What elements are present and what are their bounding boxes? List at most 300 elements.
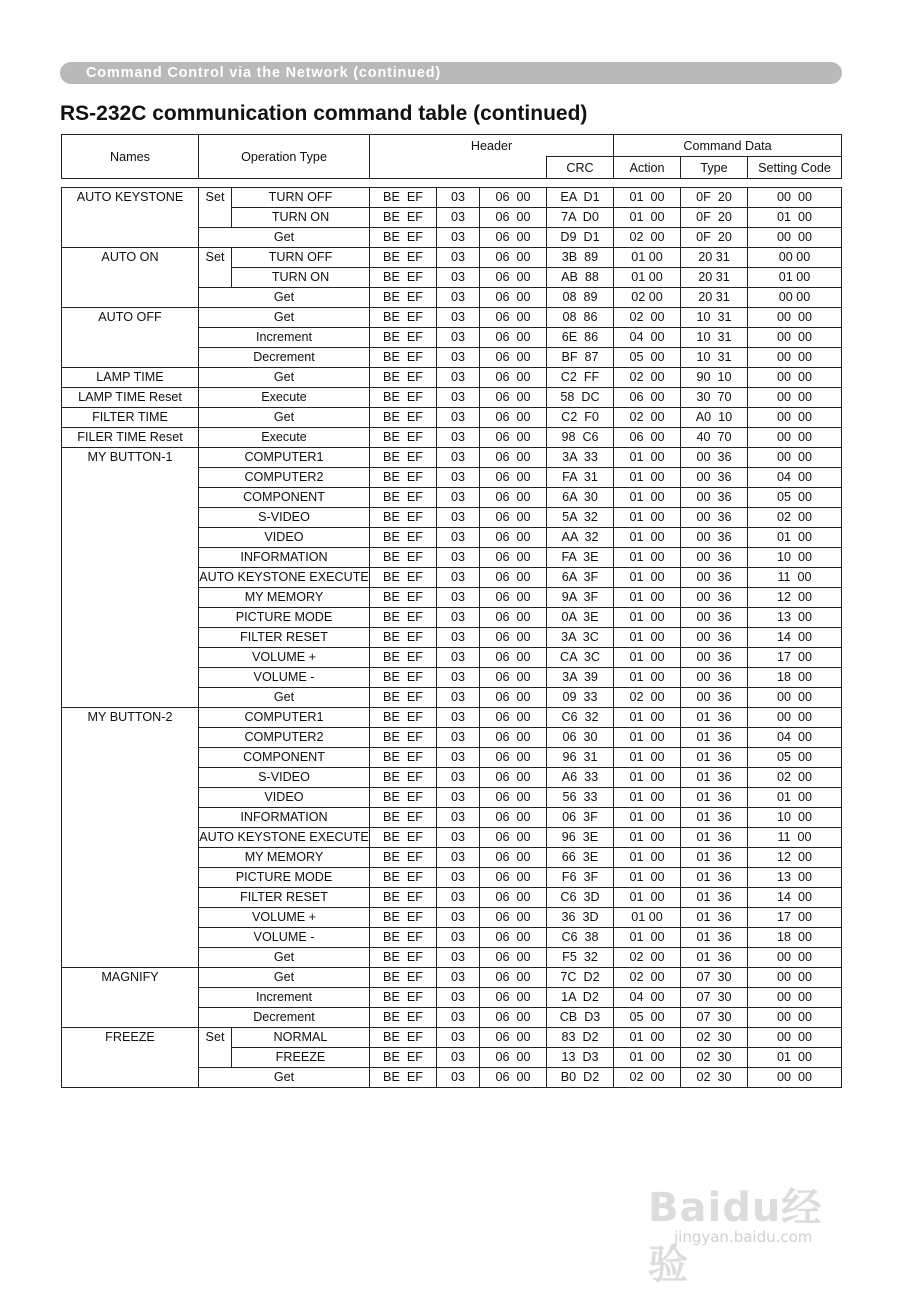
type-cell: 01 36 xyxy=(681,868,748,888)
crc-cell: CA 3C xyxy=(547,648,614,668)
header-byte-2: 03 xyxy=(437,568,480,588)
header-byte-3: 06 00 xyxy=(480,888,547,908)
operation-cell: FILTER RESET xyxy=(199,888,370,908)
header-byte-3: 06 00 xyxy=(480,1008,547,1028)
crc-cell: FA 31 xyxy=(547,468,614,488)
header-byte-2: 03 xyxy=(437,588,480,608)
header-byte-1: BE EF xyxy=(370,468,437,488)
action-cell: 01 00 xyxy=(614,468,681,488)
header-byte-3: 06 00 xyxy=(480,608,547,628)
header-byte-2: 03 xyxy=(437,948,480,968)
crc-cell: 5A 32 xyxy=(547,508,614,528)
action-cell: 02 00 xyxy=(614,368,681,388)
type-cell: 10 31 xyxy=(681,328,748,348)
header-byte-1: BE EF xyxy=(370,788,437,808)
header-byte-2: 03 xyxy=(437,528,480,548)
setting-code-cell: 12 00 xyxy=(748,588,842,608)
type-cell: 01 36 xyxy=(681,848,748,868)
action-cell: 01 00 xyxy=(614,928,681,948)
setting-code-cell: 00 00 xyxy=(748,388,842,408)
setting-code-cell: 00 00 xyxy=(748,408,842,428)
crc-cell: 83 D2 xyxy=(547,1028,614,1048)
header-byte-3: 06 00 xyxy=(480,368,547,388)
action-cell: 01 00 xyxy=(614,728,681,748)
action-cell: 01 00 xyxy=(614,568,681,588)
operation-cell: TURN ON xyxy=(232,268,370,288)
command-name-cell: AUTO OFF xyxy=(62,308,199,368)
header-byte-3: 06 00 xyxy=(480,1048,547,1068)
setting-code-cell: 00 00 xyxy=(748,248,842,268)
setting-code-cell: 11 00 xyxy=(748,568,842,588)
operation-cell: Get xyxy=(199,368,370,388)
header-byte-1: BE EF xyxy=(370,968,437,988)
operation-cell: VOLUME - xyxy=(199,668,370,688)
action-cell: 01 00 xyxy=(614,768,681,788)
operation-cell: MY MEMORY xyxy=(199,848,370,868)
type-cell: 0F 20 xyxy=(681,228,748,248)
setting-code-cell: 12 00 xyxy=(748,848,842,868)
action-cell: 05 00 xyxy=(614,1008,681,1028)
header-byte-1: BE EF xyxy=(370,428,437,448)
header-byte-2: 03 xyxy=(437,968,480,988)
operation-cell: Decrement xyxy=(199,1008,370,1028)
header-byte-3: 06 00 xyxy=(480,188,547,208)
setting-code-cell: 18 00 xyxy=(748,668,842,688)
header-byte-2: 03 xyxy=(437,868,480,888)
action-cell: 02 00 xyxy=(614,288,681,308)
header-byte-2: 03 xyxy=(437,628,480,648)
setting-code-cell: 11 00 xyxy=(748,828,842,848)
operation-cell: AUTO KEYSTONE EXECUTE xyxy=(199,828,370,848)
section-banner-text: Command Control via the Network (continued) xyxy=(86,65,442,81)
operation-cell: Get xyxy=(199,228,370,248)
header-byte-2: 03 xyxy=(437,208,480,228)
crc-cell: 09 33 xyxy=(547,688,614,708)
type-cell: 00 36 xyxy=(681,568,748,588)
action-cell: 01 00 xyxy=(614,848,681,868)
action-cell: 01 00 xyxy=(614,668,681,688)
action-cell: 01 00 xyxy=(614,628,681,648)
setting-code-cell: 00 00 xyxy=(748,348,842,368)
crc-cell: 9A 3F xyxy=(547,588,614,608)
crc-cell: 3B 89 xyxy=(547,248,614,268)
operation-cell: COMPUTER2 xyxy=(199,728,370,748)
header-byte-1: BE EF xyxy=(370,368,437,388)
action-cell: 04 00 xyxy=(614,988,681,1008)
crc-cell: C2 FF xyxy=(547,368,614,388)
header-byte-3: 06 00 xyxy=(480,508,547,528)
header-byte-3: 06 00 xyxy=(480,948,547,968)
page-title: RS-232C communication command table (continued) xyxy=(60,102,588,125)
header-byte-1: BE EF xyxy=(370,988,437,1008)
header-byte-2: 03 xyxy=(437,788,480,808)
header-byte-2: 03 xyxy=(437,1048,480,1068)
action-cell: 01 00 xyxy=(614,808,681,828)
command-name-cell: LAMP TIME Reset xyxy=(62,388,199,408)
type-cell: 02 30 xyxy=(681,1068,748,1088)
crc-cell: 7C D2 xyxy=(547,968,614,988)
type-cell: 07 30 xyxy=(681,1008,748,1028)
setting-code-cell: 00 00 xyxy=(748,288,842,308)
header-byte-2: 03 xyxy=(437,488,480,508)
action-cell: 01 00 xyxy=(614,708,681,728)
header-byte-2: 03 xyxy=(437,688,480,708)
header-byte-3: 06 00 xyxy=(480,788,547,808)
header-byte-1: BE EF xyxy=(370,708,437,728)
table-row xyxy=(62,1028,842,1048)
crc-cell: 66 3E xyxy=(547,848,614,868)
type-cell: 01 36 xyxy=(681,768,748,788)
header-byte-1: BE EF xyxy=(370,688,437,708)
header-byte-2: 03 xyxy=(437,648,480,668)
header-byte-2: 03 xyxy=(437,808,480,828)
header-byte-2: 03 xyxy=(437,348,480,368)
setting-code-cell: 13 00 xyxy=(748,608,842,628)
crc-cell: 6A 30 xyxy=(547,488,614,508)
setting-code-cell: 05 00 xyxy=(748,748,842,768)
action-cell: 01 00 xyxy=(614,248,681,268)
header-byte-1: BE EF xyxy=(370,848,437,868)
crc-cell: BF 87 xyxy=(547,348,614,368)
setting-code-cell: 10 00 xyxy=(748,548,842,568)
header-byte-2: 03 xyxy=(437,288,480,308)
header-byte-2: 03 xyxy=(437,508,480,528)
operation-cell: TURN ON xyxy=(232,208,370,228)
operation-cell: TURN OFF xyxy=(232,188,370,208)
header-byte-3: 06 00 xyxy=(480,828,547,848)
header-byte-1: BE EF xyxy=(370,548,437,568)
setting-code-cell: 17 00 xyxy=(748,648,842,668)
header-byte-1: BE EF xyxy=(370,248,437,268)
crc-cell: C2 F0 xyxy=(547,408,614,428)
header-byte-1: BE EF xyxy=(370,528,437,548)
crc-cell: 56 33 xyxy=(547,788,614,808)
header-byte-1: BE EF xyxy=(370,948,437,968)
action-cell: 01 00 xyxy=(614,528,681,548)
type-cell: 00 36 xyxy=(681,628,748,648)
action-cell: 01 00 xyxy=(614,268,681,288)
operation-cell: VOLUME - xyxy=(199,928,370,948)
header-byte-1: BE EF xyxy=(370,748,437,768)
setting-code-cell: 00 00 xyxy=(748,328,842,348)
action-cell: 01 00 xyxy=(614,868,681,888)
header-byte-3: 06 00 xyxy=(480,708,547,728)
type-cell: 00 36 xyxy=(681,668,748,688)
col-header-header-spacer xyxy=(370,157,547,179)
header-byte-1: BE EF xyxy=(370,808,437,828)
header-byte-1: BE EF xyxy=(370,628,437,648)
header-byte-3: 06 00 xyxy=(480,528,547,548)
header-byte-1: BE EF xyxy=(370,188,437,208)
action-cell: 01 00 xyxy=(614,648,681,668)
action-cell: 02 00 xyxy=(614,228,681,248)
header-byte-1: BE EF xyxy=(370,228,437,248)
type-cell: 20 31 xyxy=(681,248,748,268)
crc-cell: 98 C6 xyxy=(547,428,614,448)
header-byte-2: 03 xyxy=(437,428,480,448)
action-cell: 01 00 xyxy=(614,748,681,768)
col-header-command-data: Command Data xyxy=(614,135,842,157)
operation-cell: Get xyxy=(199,408,370,428)
header-byte-2: 03 xyxy=(437,1068,480,1088)
setting-code-cell: 00 00 xyxy=(748,428,842,448)
operation-cell: Get xyxy=(199,288,370,308)
setting-code-cell: 17 00 xyxy=(748,908,842,928)
type-cell: 0F 20 xyxy=(681,208,748,228)
crc-cell: A6 33 xyxy=(547,768,614,788)
header-byte-3: 06 00 xyxy=(480,588,547,608)
setting-code-cell: 00 00 xyxy=(748,988,842,1008)
watermark-logo xyxy=(648,1166,848,1288)
command-name-cell: FILER TIME Reset xyxy=(62,428,199,448)
type-cell: A0 10 xyxy=(681,408,748,428)
crc-cell: 1A D2 xyxy=(547,988,614,1008)
header-byte-3: 06 00 xyxy=(480,748,547,768)
crc-cell: 96 31 xyxy=(547,748,614,768)
type-cell: 01 36 xyxy=(681,828,748,848)
setting-code-cell: 00 00 xyxy=(748,1008,842,1028)
crc-cell: 6E 86 xyxy=(547,328,614,348)
command-name-cell: LAMP TIME xyxy=(62,368,199,388)
header-byte-3: 06 00 xyxy=(480,768,547,788)
col-header-operation-type: Operation Type xyxy=(199,135,370,179)
action-cell: 01 00 xyxy=(614,208,681,228)
command-name-cell: AUTO KEYSTONE xyxy=(62,188,199,248)
table-row xyxy=(62,968,842,988)
action-cell: 05 00 xyxy=(614,348,681,368)
header-byte-3: 06 00 xyxy=(480,408,547,428)
header-byte-1: BE EF xyxy=(370,908,437,928)
crc-cell: C6 3D xyxy=(547,888,614,908)
action-cell: 01 00 xyxy=(614,448,681,468)
type-cell: 00 36 xyxy=(681,528,748,548)
crc-cell: 3A 39 xyxy=(547,668,614,688)
crc-cell: C6 32 xyxy=(547,708,614,728)
action-cell: 06 00 xyxy=(614,388,681,408)
header-byte-2: 03 xyxy=(437,928,480,948)
action-cell: 02 00 xyxy=(614,948,681,968)
operation-cell: VIDEO xyxy=(199,788,370,808)
crc-cell: D9 D1 xyxy=(547,228,614,248)
header-byte-2: 03 xyxy=(437,1028,480,1048)
header-byte-1: BE EF xyxy=(370,1008,437,1028)
operation-cell: Increment xyxy=(199,988,370,1008)
setting-code-cell: 00 00 xyxy=(748,968,842,988)
header-byte-1: BE EF xyxy=(370,928,437,948)
header-byte-2: 03 xyxy=(437,548,480,568)
header-byte-3: 06 00 xyxy=(480,488,547,508)
action-cell: 01 00 xyxy=(614,508,681,528)
action-cell: 01 00 xyxy=(614,1048,681,1068)
operation-cell: COMPONENT xyxy=(199,748,370,768)
operation-cell: COMPUTER1 xyxy=(199,448,370,468)
header-byte-1: BE EF xyxy=(370,208,437,228)
operation-cell: Increment xyxy=(199,328,370,348)
type-cell: 02 30 xyxy=(681,1048,748,1068)
setting-code-cell: 18 00 xyxy=(748,928,842,948)
crc-cell: 0A 3E xyxy=(547,608,614,628)
header-byte-3: 06 00 xyxy=(480,268,547,288)
command-name-cell: MY BUTTON-2 xyxy=(62,708,199,968)
header-byte-2: 03 xyxy=(437,888,480,908)
crc-cell: 06 30 xyxy=(547,728,614,748)
operation-cell: TURN OFF xyxy=(232,248,370,268)
setting-code-cell: 02 00 xyxy=(748,508,842,528)
header-byte-2: 03 xyxy=(437,228,480,248)
header-byte-1: BE EF xyxy=(370,328,437,348)
action-cell: 01 00 xyxy=(614,908,681,928)
header-byte-3: 06 00 xyxy=(480,548,547,568)
table-row xyxy=(62,428,842,448)
header-byte-2: 03 xyxy=(437,448,480,468)
type-cell: 30 70 xyxy=(681,388,748,408)
header-byte-1: BE EF xyxy=(370,288,437,308)
operation-cell: VOLUME + xyxy=(199,908,370,928)
header-byte-2: 03 xyxy=(437,828,480,848)
type-cell: 20 31 xyxy=(681,268,748,288)
type-cell: 00 36 xyxy=(681,488,748,508)
type-cell: 00 36 xyxy=(681,448,748,468)
crc-cell: CB D3 xyxy=(547,1008,614,1028)
type-cell: 01 36 xyxy=(681,728,748,748)
operation-cell: FREEZE xyxy=(232,1048,370,1068)
header-byte-1: BE EF xyxy=(370,488,437,508)
header-byte-1: BE EF xyxy=(370,308,437,328)
type-cell: 01 36 xyxy=(681,948,748,968)
action-cell: 02 00 xyxy=(614,308,681,328)
header-byte-2: 03 xyxy=(437,188,480,208)
header-byte-3: 06 00 xyxy=(480,348,547,368)
header-byte-1: BE EF xyxy=(370,648,437,668)
crc-cell: AA 32 xyxy=(547,528,614,548)
crc-cell: 08 86 xyxy=(547,308,614,328)
header-byte-3: 06 00 xyxy=(480,808,547,828)
table-row xyxy=(62,708,842,728)
crc-cell: 06 3F xyxy=(547,808,614,828)
type-cell: 07 30 xyxy=(681,988,748,1008)
setting-code-cell: 04 00 xyxy=(748,468,842,488)
header-byte-1: BE EF xyxy=(370,668,437,688)
header-byte-3: 06 00 xyxy=(480,248,547,268)
setting-code-cell: 00 00 xyxy=(748,448,842,468)
operation-cell: Execute xyxy=(199,388,370,408)
command-name-cell: FREEZE xyxy=(62,1028,199,1088)
header-byte-2: 03 xyxy=(437,728,480,748)
set-label-cell: Set xyxy=(199,248,232,288)
table-header xyxy=(61,134,842,179)
action-cell: 01 00 xyxy=(614,548,681,568)
header-byte-1: BE EF xyxy=(370,868,437,888)
header-byte-1: BE EF xyxy=(370,408,437,428)
set-label-cell: Set xyxy=(199,1028,232,1068)
header-byte-3: 06 00 xyxy=(480,968,547,988)
setting-code-cell: 02 00 xyxy=(748,768,842,788)
operation-cell: VIDEO xyxy=(199,528,370,548)
action-cell: 01 00 xyxy=(614,188,681,208)
operation-cell: Get xyxy=(199,308,370,328)
operation-cell: PICTURE MODE xyxy=(199,868,370,888)
header-byte-3: 06 00 xyxy=(480,728,547,748)
crc-cell: 6A 3F xyxy=(547,568,614,588)
command-table xyxy=(61,187,842,1088)
crc-cell: 08 89 xyxy=(547,288,614,308)
operation-cell: S-VIDEO xyxy=(199,768,370,788)
header-byte-2: 03 xyxy=(437,848,480,868)
setting-code-cell: 05 00 xyxy=(748,488,842,508)
operation-cell: COMPUTER1 xyxy=(199,708,370,728)
header-byte-3: 06 00 xyxy=(480,988,547,1008)
header-byte-2: 03 xyxy=(437,468,480,488)
crc-cell: 58 DC xyxy=(547,388,614,408)
header-byte-2: 03 xyxy=(437,388,480,408)
header-byte-1: BE EF xyxy=(370,608,437,628)
operation-cell: Decrement xyxy=(199,348,370,368)
setting-code-cell: 14 00 xyxy=(748,888,842,908)
type-cell: 01 36 xyxy=(681,808,748,828)
setting-code-cell: 00 00 xyxy=(748,1028,842,1048)
header-byte-2: 03 xyxy=(437,748,480,768)
operation-cell: COMPONENT xyxy=(199,488,370,508)
action-cell: 01 00 xyxy=(614,488,681,508)
operation-cell: MY MEMORY xyxy=(199,588,370,608)
header-byte-1: BE EF xyxy=(370,268,437,288)
table-row xyxy=(62,188,842,208)
header-byte-2: 03 xyxy=(437,308,480,328)
crc-cell: EA D1 xyxy=(547,188,614,208)
header-byte-1: BE EF xyxy=(370,828,437,848)
section-banner xyxy=(60,62,842,84)
table-row xyxy=(62,248,842,268)
header-byte-3: 06 00 xyxy=(480,1028,547,1048)
type-cell: 00 36 xyxy=(681,688,748,708)
operation-cell: Get xyxy=(199,948,370,968)
action-cell: 04 00 xyxy=(614,328,681,348)
header-byte-2: 03 xyxy=(437,908,480,928)
header-byte-1: BE EF xyxy=(370,588,437,608)
setting-code-cell: 00 00 xyxy=(748,228,842,248)
crc-cell: FA 3E xyxy=(547,548,614,568)
operation-cell: Get xyxy=(199,688,370,708)
header-byte-2: 03 xyxy=(437,268,480,288)
header-byte-3: 06 00 xyxy=(480,448,547,468)
type-cell: 00 36 xyxy=(681,508,748,528)
header-byte-2: 03 xyxy=(437,248,480,268)
header-byte-2: 03 xyxy=(437,1008,480,1028)
action-cell: 01 00 xyxy=(614,828,681,848)
header-byte-3: 06 00 xyxy=(480,668,547,688)
setting-code-cell: 10 00 xyxy=(748,808,842,828)
action-cell: 01 00 xyxy=(614,1028,681,1048)
command-name-cell: MAGNIFY xyxy=(62,968,199,1028)
type-cell: 00 36 xyxy=(681,588,748,608)
header-byte-3: 06 00 xyxy=(480,328,547,348)
crc-cell: F5 32 xyxy=(547,948,614,968)
setting-code-cell: 00 00 xyxy=(748,948,842,968)
setting-code-cell: 01 00 xyxy=(748,528,842,548)
col-header-header: Header xyxy=(370,135,614,157)
header-byte-1: BE EF xyxy=(370,1068,437,1088)
header-byte-3: 06 00 xyxy=(480,388,547,408)
setting-code-cell: 00 00 xyxy=(748,688,842,708)
action-cell: 02 00 xyxy=(614,408,681,428)
type-cell: 01 36 xyxy=(681,788,748,808)
header-byte-2: 03 xyxy=(437,408,480,428)
setting-code-cell: 01 00 xyxy=(748,208,842,228)
operation-cell: S-VIDEO xyxy=(199,508,370,528)
type-cell: 10 31 xyxy=(681,348,748,368)
command-name-cell: AUTO ON xyxy=(62,248,199,308)
operation-cell: COMPUTER2 xyxy=(199,468,370,488)
